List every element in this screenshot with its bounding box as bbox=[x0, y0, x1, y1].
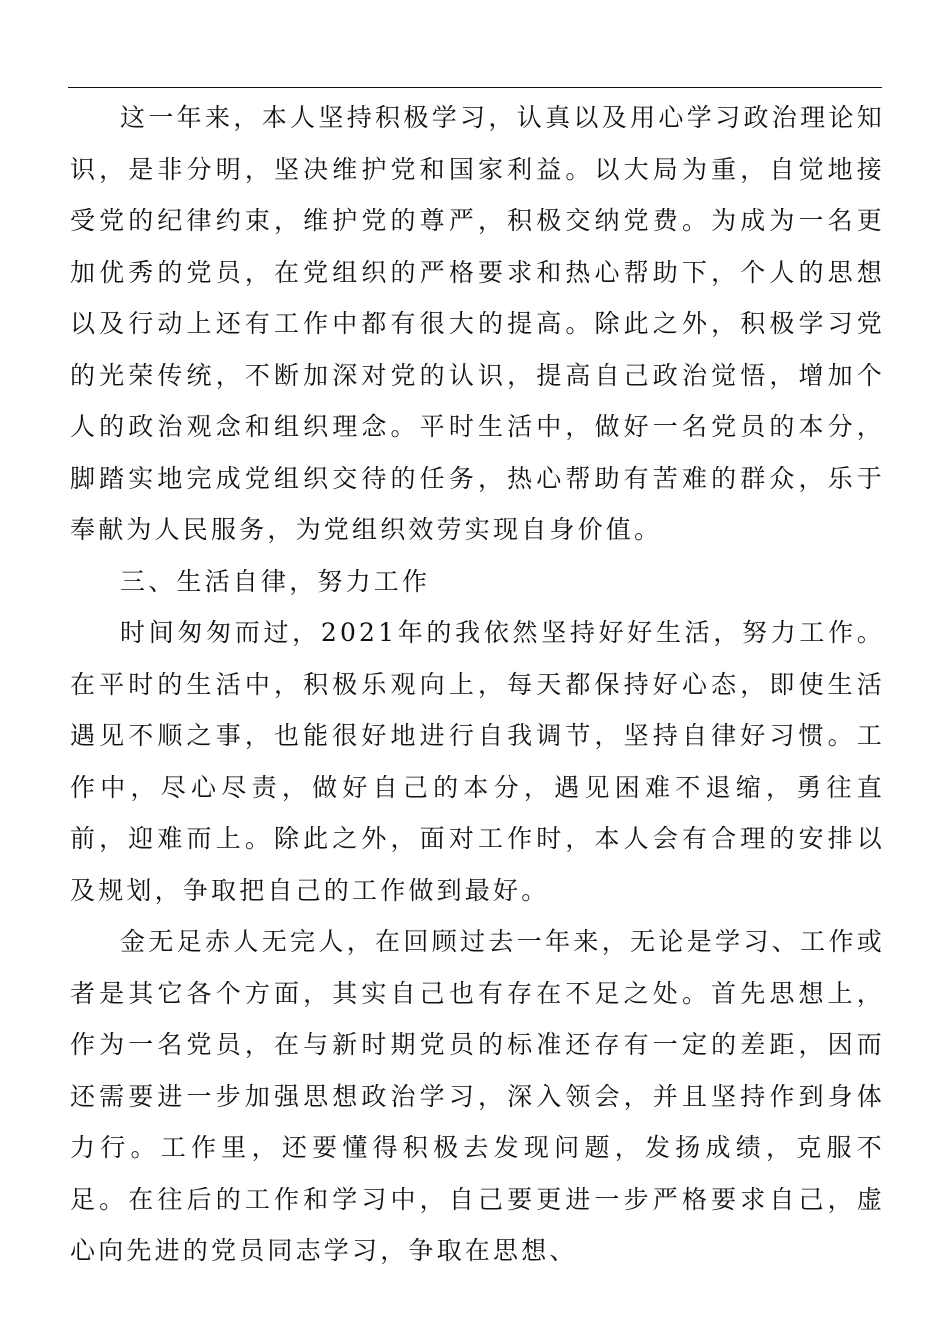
paragraph: 时间匆匆而过，2021年的我依然坚持好好生活，努力工作。在平时的生活中，积极乐观向上，每天都保持好心态，即使生活遇见不顺之事，也能很好地进行自我调节，坚持自律好习惯。工作中，尽心尽责，做好自己的本分，遇见困难不退缩，勇往直前，迎难而上。除此之外，面对工作时，本人会有合理的安排以及规划，争取把自己的工作做到最好。 bbox=[70, 618, 885, 905]
document-body bbox=[70, 92, 885, 1277]
section-heading: 三、生活自律，努力工作 bbox=[120, 566, 431, 596]
paragraph: 金无足赤人无完人，在回顾过去一年来，无论是学习、工作或者是其它各个方面，其实自己也有存在不足之处。首先思想上，作为一名党员，在与新时期党员的标准还存有一定的差距，因而还需要进一步加强思想政治学习，深入领会，并且坚持作到身体力行。工作里，还要懂得积极去发现问题，发扬成绩，克服不足。在往后的工作和学习中，自己要更进一步严格要求自己，虚心向先进的党员同志学习，争取在思想、 bbox=[70, 927, 885, 1265]
header-rule bbox=[68, 87, 882, 88]
paragraph: 这一年来，本人坚持积极学习，认真以及用心学习政治理论知识，是非分明，坚决维护党和国家利益。以大局为重，自觉地接受党的纪律约束，维护党的尊严，积极交纳党费。为成为一名更加优秀的党员，在党组织的严格要求和热心帮助下，个人的思想以及行动上还有工作中都有很大的提高。除此之外，积极学习党的光荣传统，不断加深对党的认识，提高自己政治觉悟，增加个人的政治观念和组织理念。平时生活中，做好一名党员的本分，脚踏实地完成党组织交待的任务，热心帮助有苦难的群众，乐于奉献为人民服务，为党组织效劳实现自身价值。 bbox=[70, 103, 885, 544]
